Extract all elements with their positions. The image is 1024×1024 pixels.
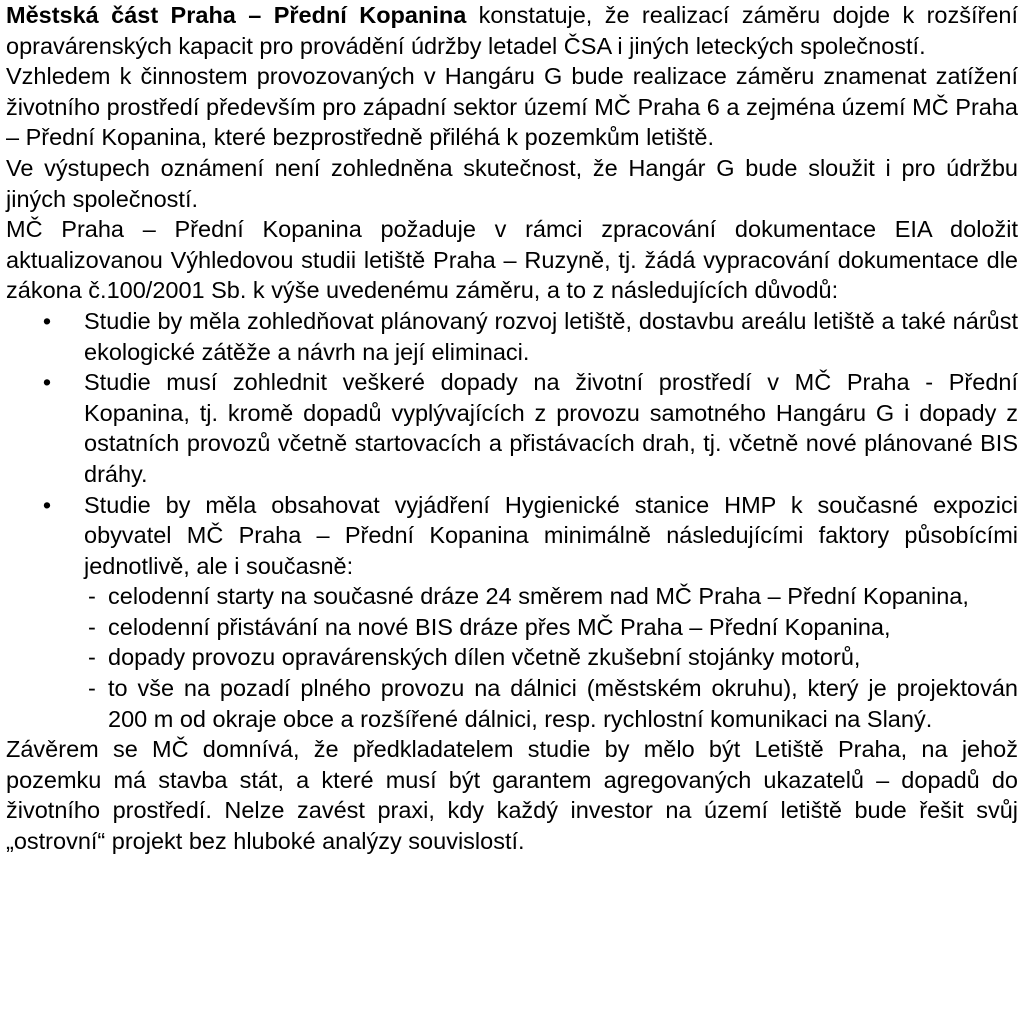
factor-item bbox=[6, 612, 1018, 643]
factor-text: to vše na pozadí plného provozu na dálnici (městském okruhu), který je projektován 200 m od okraje obce a rozšířené dálnici, resp. rychlostní komunikaci na Slaný. bbox=[108, 675, 1018, 732]
bullet-icon: • bbox=[42, 369, 52, 396]
request-paragraph: MČ Praha – Přední Kopanina požaduje v rámci zpracování dokumentace EIA doložit aktualizovanou Výhledovou studii letiště Praha – Ruzyně, tj. žádá vypracování dokumentace dle zákona č.100/2001 Sb. k výše uvedenému záměru, a to z následujících důvodů: bbox=[6, 216, 1018, 304]
factor-text: celodenní starty na současné dráze 24 směrem nad MČ Praha – Přední Kopanina, bbox=[108, 583, 969, 610]
factor-item bbox=[6, 673, 1018, 734]
dash-icon: - bbox=[88, 613, 96, 640]
dash-icon: - bbox=[88, 644, 96, 671]
factors-list bbox=[6, 581, 1018, 734]
reason-item bbox=[6, 490, 1018, 582]
dash-icon: - bbox=[88, 583, 96, 610]
factor-item bbox=[6, 642, 1018, 673]
factor-text: celodenní přistávání na nové BIS dráze přes MČ Praha – Přední Kopanina, bbox=[108, 613, 891, 640]
factor-item bbox=[6, 581, 1018, 612]
reasons-list bbox=[6, 306, 1018, 581]
bullet-icon: • bbox=[42, 307, 52, 334]
observation-paragraph: Ve výstupech oznámení není zohledněna skutečnost, že Hangár G bude sloužit i pro údržbu jiných společností. bbox=[6, 154, 1018, 212]
intro-subject: Městská část Praha – Přední Kopanina bbox=[6, 2, 467, 28]
bullet-icon: • bbox=[42, 491, 52, 518]
intro-text: konstatuje, že realizací záměru dojde k rozšíření opravárenských kapacit pro provádění údržby letadel ČSA i jiných leteckých společností. bbox=[6, 2, 1019, 59]
conclusion-paragraph: Závěrem se MČ domnívá, že předkladatelem studie by mělo být Letiště Praha, na jehož pozemku má stavba stát, a které musí být garantem agregovaných ukazatelů – dopadů do životního prostředí. Nelze zavést praxi, kdy každý investor na území letiště bude řešit svůj „ostrovní“ projekt bez hluboké analýzy souvislostí. bbox=[6, 736, 1018, 855]
dash-icon: - bbox=[88, 675, 96, 702]
context-paragraph: Vzhledem k činnostem provozovaných v Hangáru G bude realizace záměru znamenat zatížení životního prostředí především pro západní sektor území MČ Praha 6 a zejména území MČ Praha – Přední Kopanina, které bezprostředně přiléhá k pozemkům letiště. bbox=[6, 63, 1018, 151]
reason-text: Studie musí zohlednit veškeré dopady na životní prostředí v MČ Praha - Přední Kopanina, tj. kromě dopadů vyplývajících z provozu samotného Hangáru G i dopady z ostatních provozů včetně startovacích a přistávacích drah, tj. včetně nové plánované BIS dráhy. bbox=[84, 369, 1018, 487]
reason-text: Studie by měla zohledňovat plánovaný rozvoj letiště, dostavbu areálu letiště a také nárůst ekologické zátěže a návrh na její eliminaci. bbox=[84, 307, 1018, 365]
factor-text: dopady provozu opravárenských dílen včetně zkušební stojánky motorů, bbox=[108, 644, 861, 671]
reason-text: Studie by měla obsahovat vyjádření Hygienické stanice HMP k současné expozici obyvatel MČ Praha – Přední Kopanina minimálně následujícími faktory působícími jednotlivě, ale i současně: bbox=[84, 491, 1018, 579]
reason-item bbox=[6, 367, 1018, 489]
document-page bbox=[6, 0, 1018, 857]
intro-paragraph bbox=[6, 0, 1018, 61]
reason-item bbox=[6, 306, 1018, 367]
